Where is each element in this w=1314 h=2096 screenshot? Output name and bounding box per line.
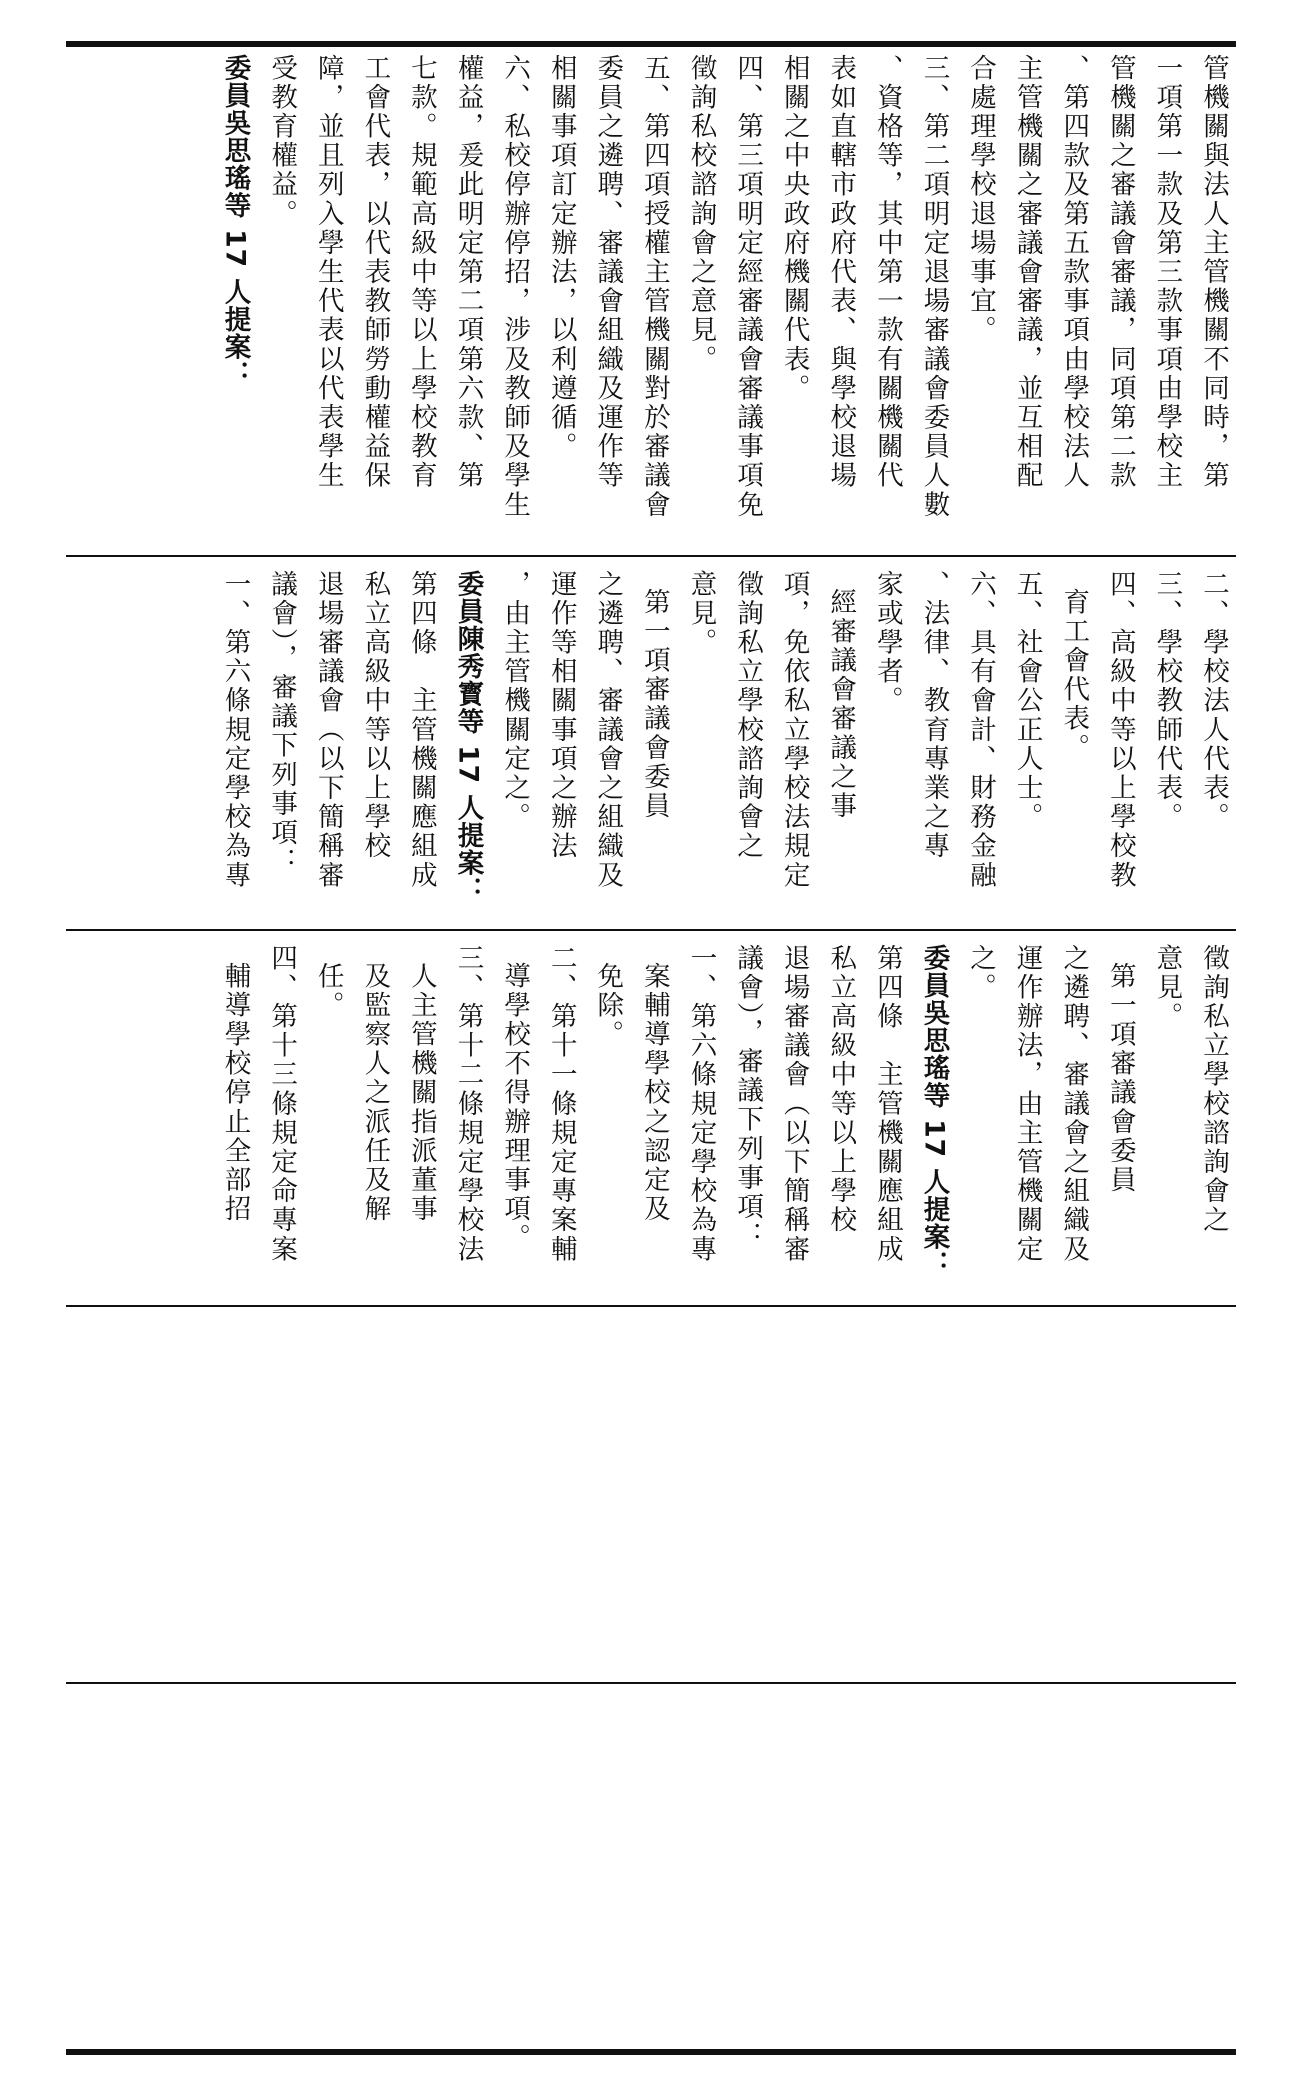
text-line: 一、第六條規定學校為專	[219, 570, 251, 891]
text-line: 退場審議會（以下簡稱審	[778, 944, 810, 1265]
text-line: 任。	[312, 962, 344, 1021]
text-line: 工會代表，以代表教師勞動權益保	[359, 54, 391, 491]
text-line: 第四條 主管機關應組成	[405, 570, 437, 891]
text-line: 一、第六條規定學校為專	[685, 944, 717, 1265]
text-line: 一項第一款及第三款事項由學校主	[1151, 54, 1183, 491]
text-line: 相關之中央政府機關代表。	[778, 54, 810, 404]
text-line: 導學校不得辦理事項。	[499, 962, 531, 1253]
proposal-heading: 委員吳思瑤等 17 人提案：	[918, 944, 950, 1279]
text-line: 運作等相關事項之辦法	[545, 570, 577, 861]
text-line: 案輔導學校之認定及	[638, 962, 670, 1224]
text-line: 二、第十一條規定專案輔	[545, 944, 577, 1265]
text-line: 合處理學校退場事宜。	[965, 54, 997, 345]
text-line: 相關事項訂定辦法，以利遵循。	[545, 54, 577, 462]
text-line: 第四條 主管機關應組成	[871, 944, 903, 1265]
text-line: 私立高級中等以上學校	[359, 570, 391, 861]
text-line: 四、高級中等以上學校教	[1104, 570, 1136, 891]
bottom-rule	[66, 2049, 1236, 2055]
text-row-3	[76, 944, 1236, 1300]
column-text	[211, 944, 1236, 1300]
text-line: 七款。規範高級中等以上學校教育	[405, 54, 437, 491]
text-line: 運作辦法，由主管機關定	[1011, 944, 1043, 1265]
text-line: 五、第四項授權主管機關對於審議會	[638, 54, 670, 520]
text-line: 五、社會公正人士。	[1011, 570, 1043, 832]
text-line: 表如直轄市政府代表、與學校退場	[825, 54, 857, 491]
proposal-heading: 委員吳思瑤等 17 人提案：	[219, 54, 251, 389]
text-line: 家或學者。	[871, 570, 903, 716]
text-line: 意見。	[1151, 944, 1183, 1032]
text-line: 人主管機關指派董事	[405, 962, 437, 1224]
text-line: 管機關之審議會審議，同項第二款	[1104, 54, 1136, 491]
text-line: ，由主管機關定之。	[499, 570, 531, 832]
column-text	[211, 54, 1236, 550]
text-line: 項，免依私立學校法規定	[778, 570, 810, 891]
text-line: 四、第十三條規定命專案	[266, 944, 298, 1265]
text-line: 退場審議會（以下簡稱審	[312, 570, 344, 891]
text-line: 二、學校法人代表。	[1198, 570, 1229, 832]
text-line: 受教育權益。	[266, 54, 298, 229]
text-line: 輔導學校停止全部招	[219, 962, 251, 1224]
text-line: 意見。	[685, 570, 717, 658]
text-line: 之。	[965, 944, 997, 1003]
text-line: 權益，爰此明定第二項第六款、第	[452, 54, 484, 491]
text-line: 議會），審議下列事項：	[732, 944, 764, 1251]
text-line: 第一項審議會委員	[638, 588, 670, 821]
row-divider-2	[66, 929, 1236, 931]
text-line: 六、具有會計、財務金融	[965, 570, 997, 891]
proposal-heading: 委員陳秀寳等 17 人提案：	[452, 570, 484, 905]
text-row-1	[76, 54, 1236, 550]
text-line: 之遴聘、審議會之組織及	[592, 570, 624, 891]
row-divider-4	[66, 1682, 1236, 1684]
text-row-2	[76, 570, 1236, 924]
text-line: 徵詢私立學校諮詢會之	[732, 570, 764, 861]
top-rule	[66, 41, 1236, 47]
text-line: 之遴聘、審議會之組織及	[1058, 944, 1090, 1265]
text-line: 、第四款及第五款事項由學校法人	[1058, 54, 1090, 491]
column-text	[211, 570, 1236, 924]
text-line: 、資格等，其中第一款有關機關代	[871, 54, 903, 491]
text-line: 障，並且列入學生代表以代表學生	[312, 54, 344, 491]
row-divider-1	[66, 555, 1236, 557]
text-line: 及監察人之派任及解	[359, 962, 391, 1224]
text-line: 議會），審議下列事項：	[266, 570, 298, 877]
text-line: 六、私校停辦停招，涉及教師及學生	[499, 54, 531, 520]
row-divider-3	[66, 1305, 1236, 1307]
text-line: 徵詢私立學校諮詢會之	[1198, 944, 1229, 1235]
text-line: 三、學校教師代表。	[1151, 570, 1183, 832]
text-line: 免除。	[592, 962, 624, 1050]
text-line: 育工會代表。	[1058, 588, 1090, 763]
text-line: 三、第二項明定退場審議會委員人數	[918, 54, 950, 520]
text-line: 委員之遴聘、審議會組織及運作等	[592, 54, 624, 491]
text-line: 管機關與法人主管機關不同時，第	[1198, 54, 1229, 491]
text-line: 、法律、教育專業之專	[918, 570, 950, 861]
text-line: 徵詢私校諮詢會之意見。	[685, 54, 717, 375]
text-line: 經審議會審議之事	[825, 588, 857, 821]
text-line: 私立高級中等以上學校	[825, 944, 857, 1235]
text-line: 四、第三項明定經審議會審議事項免	[732, 54, 764, 520]
text-line: 第一項審議會委員	[1104, 962, 1136, 1195]
text-line: 主管機關之審議會審議，並互相配	[1011, 54, 1043, 491]
text-line: 三、第十二條規定學校法	[452, 944, 484, 1265]
